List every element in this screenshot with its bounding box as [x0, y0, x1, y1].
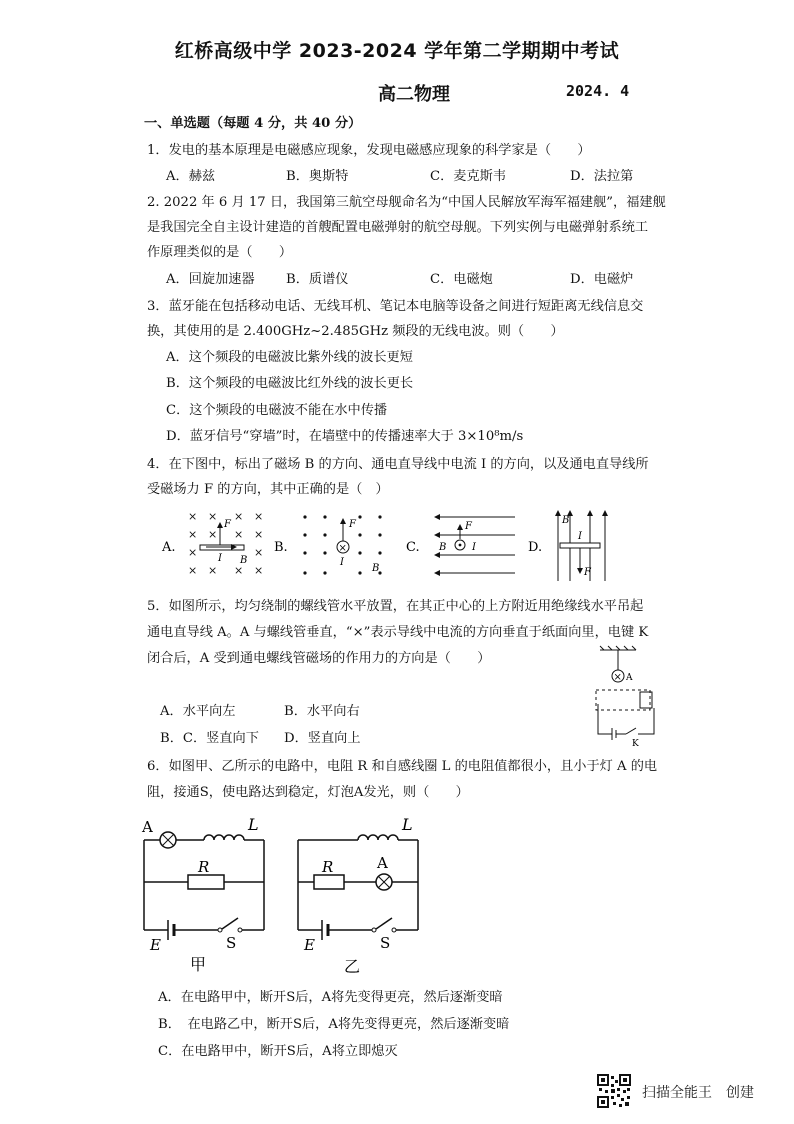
key-k-label: K — [632, 739, 639, 748]
q4-label-b: B. — [274, 540, 288, 555]
q4-label-d: D. — [528, 540, 543, 555]
svg-text:×: × — [254, 546, 264, 559]
q2-stem-line3: 作原理类似的是（ ） — [147, 245, 293, 260]
force-label-b: F — [349, 519, 356, 530]
q2-option-b: B．质谱仪 — [286, 272, 349, 287]
resistor-jia — [188, 875, 224, 889]
inductor-jia — [204, 835, 244, 840]
subject-title: 高二物理 — [378, 84, 450, 105]
switch-yi — [376, 918, 392, 929]
q4-stem-line1: 4．在下图中，标出了磁场 B 的方向、通电直导线中电流 I 的方向，以及通电直导线所 — [147, 457, 649, 472]
svg-text:×: × — [188, 510, 198, 523]
current-label-c: I — [472, 542, 476, 553]
q5-stem-line2: 通电直导线 A。A 与螺线管垂直，“×”表示导线中电流的方向垂直于纸面向里，电键 K — [147, 625, 649, 640]
q4-stem-line2: 受磁场力 F 的方向，其中正确的是（ ） — [147, 482, 389, 497]
svg-text:×: × — [234, 510, 244, 523]
q3-option-d: D．蓝牙信号“穿墙”时，在墙壁中的传播速率大于 3×10⁸m/s — [166, 429, 524, 444]
wire-a-label: A — [626, 673, 633, 683]
force-label-a: F — [224, 519, 231, 530]
svg-text:×: × — [188, 546, 198, 559]
q1-option-c: C．麦克斯韦 — [430, 169, 507, 184]
q1-option-d: D．法拉第 — [570, 169, 634, 184]
qr-code-icon — [597, 1074, 631, 1108]
svg-text:×: × — [254, 510, 264, 523]
scanner-watermark: 扫描全能王 创建 — [642, 1085, 754, 1101]
battery-label-jia: E — [150, 936, 161, 954]
solenoid-circuit — [598, 704, 612, 734]
q5-stem-line1: 5．如图所示，均匀绕制的螺线管水平放置，在其正中心的上方附近用绝缘线水平吊起 — [147, 599, 644, 614]
svg-text:×: × — [208, 528, 218, 541]
inductor-yi — [358, 835, 398, 840]
battery-label-yi: E — [304, 936, 315, 954]
force-label-d: F — [584, 567, 591, 578]
q2-option-c: C．电磁炮 — [430, 272, 493, 287]
switch-label-jia: S — [226, 934, 237, 952]
exam-date: 2024. 4 — [566, 82, 630, 100]
q5-option-c: B．C．竖直向下 — [160, 731, 259, 746]
caption-yi: 乙 — [344, 957, 361, 976]
q2-option-d: D．电磁炉 — [570, 272, 634, 287]
q3-stem-line1: 3．蓝牙能在包括移动电话、无线耳机、笔记本电脑等设备之间进行短距离无线信息交 — [147, 299, 644, 314]
caption-jia: 甲 — [190, 955, 207, 974]
q5-option-a: A．水平向左 — [160, 704, 236, 719]
lamp-label-jia: A — [142, 818, 153, 836]
lamp-label-yi: A — [377, 854, 388, 872]
q1-stem: 1．发电的基本原理是电磁感应现象，发现电磁感应现象的科学家是（ ） — [147, 143, 591, 158]
resistor-yi — [314, 875, 344, 889]
current-label-d: I — [578, 531, 582, 542]
q2-stem-line2: 是我国完全自主设计建造的首艘配置电磁弹射的航空母舰。下列实例与电磁弹射系统工 — [147, 220, 649, 235]
exam-title: 红桥高级中学 2023-2024 学年第二学期期中考试 — [174, 40, 620, 62]
section-heading: 一、单选题（每题 4 分，共 40 分） — [144, 116, 362, 131]
switch-label-yi: S — [380, 934, 391, 952]
q4-label-c: C. — [406, 540, 420, 555]
key-k-switch — [626, 728, 636, 734]
q6-option-b: B． 在电路乙中，断开S后，A将先变得更亮，然后逐渐变暗 — [158, 1017, 510, 1032]
field-label-d: B — [562, 515, 570, 526]
circuit-jia — [141, 815, 264, 974]
q1-option-a: A．赫兹 — [166, 169, 216, 184]
q6-stem-line2: 阻，接通S，使电路达到稳定，灯泡A发光，则（ ） — [147, 785, 469, 800]
svg-text:×: × — [234, 528, 244, 541]
q2-stem-line1: 2. 2022 年 6 月 17 日，我国第三航空母舰命名为“中国人民解放军海军福建舰”，福建舰 — [147, 195, 666, 210]
svg-text:×: × — [234, 564, 244, 577]
q6-circuits — [140, 812, 440, 980]
q6-option-a: A．在电路甲中，断开S后，A将先变得更亮，然后逐渐变暗 — [158, 990, 503, 1005]
q5-stem-line3: 闭合后，A 受到通电螺线管磁场的作用力的方向是（ ） — [147, 651, 491, 666]
q5-option-d: D．竖直向上 — [284, 731, 361, 746]
svg-text:×: × — [188, 564, 198, 577]
circuit-yi — [298, 815, 418, 976]
field-label-a: B — [240, 555, 248, 566]
q6-stem-line1: 6．如图甲、乙所示的电路中，电阻 R 和自感线圈 L 的电阻值都很小，且小于灯 A 的电 — [147, 759, 658, 774]
svg-text:×: × — [338, 543, 347, 554]
current-label-a: I — [218, 553, 222, 564]
q1-option-b: B．奥斯特 — [286, 169, 349, 184]
q2-option-a: A．回旋加速器 — [166, 272, 255, 287]
q3-option-c: C．这个频段的电磁波不能在水中传播 — [166, 403, 388, 418]
svg-text:×: × — [254, 528, 264, 541]
q6-option-c: C．在电路甲中，断开S后，A将立即熄灭 — [158, 1044, 398, 1059]
q3-option-a: A．这个频段的电磁波比紫外线的波长更短 — [166, 350, 413, 365]
force-label-c: F — [465, 521, 472, 532]
q4-figures — [150, 505, 620, 585]
current-label-b: I — [340, 557, 344, 568]
conductor-rod-d — [560, 543, 600, 548]
q5-solenoid-figure — [574, 644, 666, 748]
inductor-label-jia: L — [248, 815, 259, 834]
svg-text:×: × — [254, 564, 264, 577]
q3-option-b: B．这个频段的电磁波比红外线的波长更长 — [166, 376, 414, 391]
resistor-label-yi: R — [322, 858, 334, 876]
inductor-label-yi: L — [402, 815, 413, 834]
q3-stem-line2: 换，其使用的是 2.400GHz~2.485GHz 频段的无线电波。则（ ） — [147, 324, 564, 339]
switch-jia — [222, 918, 238, 929]
svg-text:×: × — [188, 528, 198, 541]
svg-text:×: × — [208, 564, 218, 577]
svg-text:×: × — [208, 510, 218, 523]
q5-option-b: B．水平向右 — [284, 704, 360, 719]
field-label-b: B — [372, 563, 380, 574]
resistor-label-jia: R — [198, 858, 210, 876]
svg-text:×: × — [613, 672, 622, 683]
solenoid-coil — [596, 690, 650, 710]
field-label-c: B — [439, 542, 447, 553]
q4-label-a: A. — [162, 540, 176, 555]
